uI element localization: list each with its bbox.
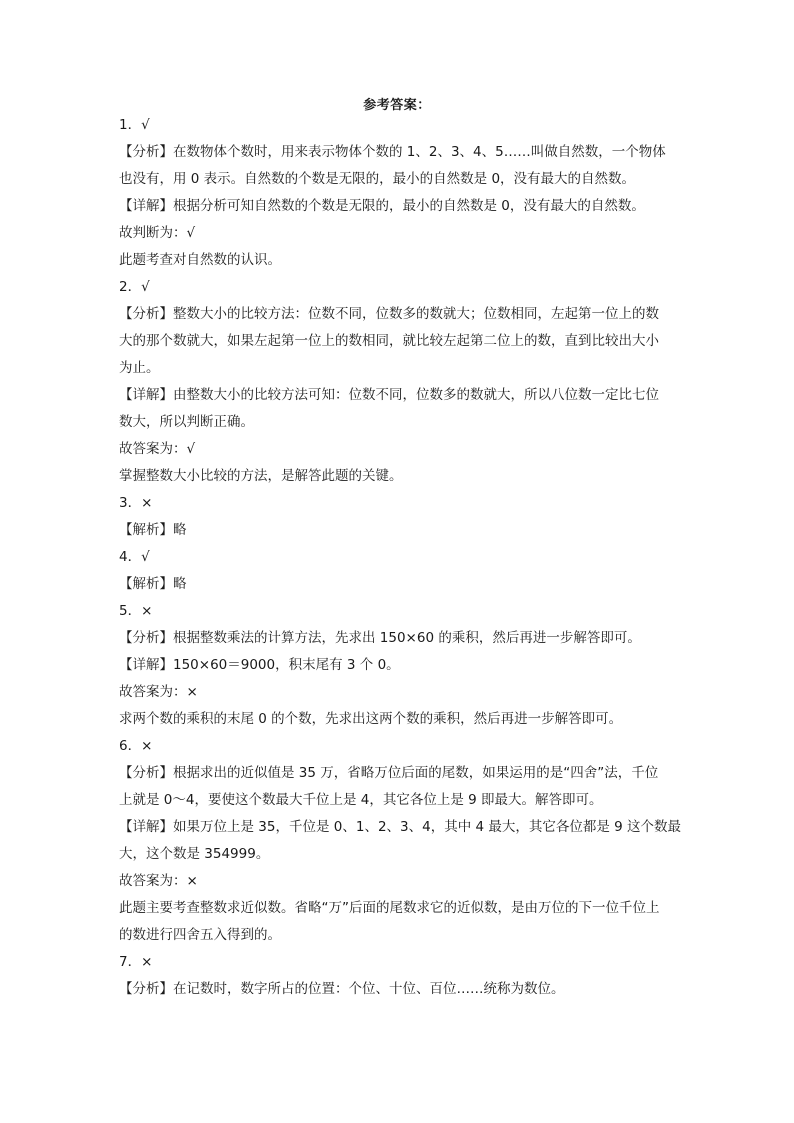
text-line: 【详解】如果万位上是 35，千位是 0、1、2、3、4，其中 4 最大，其它各位都是 9 这个数最: [119, 819, 682, 835]
text-line: 【解析】略: [119, 522, 187, 538]
text-line: 大的那个数就大，如果左起第一位上的数相同，就比较左起第二位上的数，直到比较出大小: [119, 333, 659, 349]
text-line: 【解析】略: [119, 576, 187, 592]
text-line: 此题考查对自然数的认识。: [119, 252, 281, 268]
text-line: 5．×: [119, 603, 153, 619]
answer-content: [119, 112, 682, 1003]
text-line: 故答案为：×: [119, 873, 198, 889]
text-line: 的数进行四舍五入得到的。: [119, 927, 281, 943]
text-line: 【分析】根据求出的近似值是 35 万，省略万位后面的尾数，如果运用的是“四舍”法，千位: [119, 765, 659, 781]
text-line: 6．×: [119, 738, 153, 754]
text-line: 故答案为：×: [119, 684, 198, 700]
text-line: 【分析】整数大小的比较方法：位数不同，位数多的数就大；位数相同，左起第一位上的数: [119, 306, 659, 322]
text-line: 上就是 0～4，要使这个数最大千位上是 4，其它各位上是 9 即最大。解答即可。: [119, 792, 603, 808]
text-line: 此题主要考查整数求近似数。省略“万”后面的尾数求它的近似数，是由万位的下一位千位上: [119, 900, 660, 916]
text-line: 也没有，用 0 表示。自然数的个数是无限的，最小的自然数是 0，没有最大的自然数。: [119, 171, 636, 187]
text-line: 掌握整数大小比较的方法，是解答此题的关键。: [119, 468, 403, 484]
text-line: 4．√: [119, 549, 150, 565]
text-line: 为止。: [119, 360, 160, 376]
text-line: 【分析】根据整数乘法的计算方法，先求出 150×60 的乘积，然后再进一步解答即可。: [119, 630, 641, 646]
text-line: 【分析】在数物体个数时，用来表示物体个数的 1、2、3、4、5……叫做自然数，一个物体: [119, 144, 666, 160]
text-line: 【详解】根据分析可知自然数的个数是无限的，最小的自然数是 0，没有最大的自然数。: [119, 198, 645, 214]
text-line: 数大，所以判断正确。: [119, 414, 254, 430]
text-line: 故答案为：√: [119, 441, 196, 457]
text-line: 【详解】150×60＝9000，积末尾有 3 个 0。: [119, 657, 400, 673]
text-line: 2．√: [119, 279, 150, 295]
text-line: 3．×: [119, 495, 153, 511]
text-line: 【分析】在记数时，数字所占的位置：个位、十位、百位……统称为数位。: [119, 981, 565, 997]
text-line: 故判断为：√: [119, 225, 196, 241]
page-title: 参考答案：: [363, 98, 431, 113]
text-line: 【详解】由整数大小的比较方法可知：位数不同，位数多的数就大，所以八位数一定比七位: [119, 387, 659, 403]
text-line: 大，这个数是 354999。: [119, 846, 270, 862]
text-line: 1．√: [119, 117, 150, 133]
text-line: 求两个数的乘积的末尾 0 的个数，先求出这两个数的乘积，然后再进一步解答即可。: [119, 711, 623, 727]
text-line: 7．×: [119, 954, 153, 970]
